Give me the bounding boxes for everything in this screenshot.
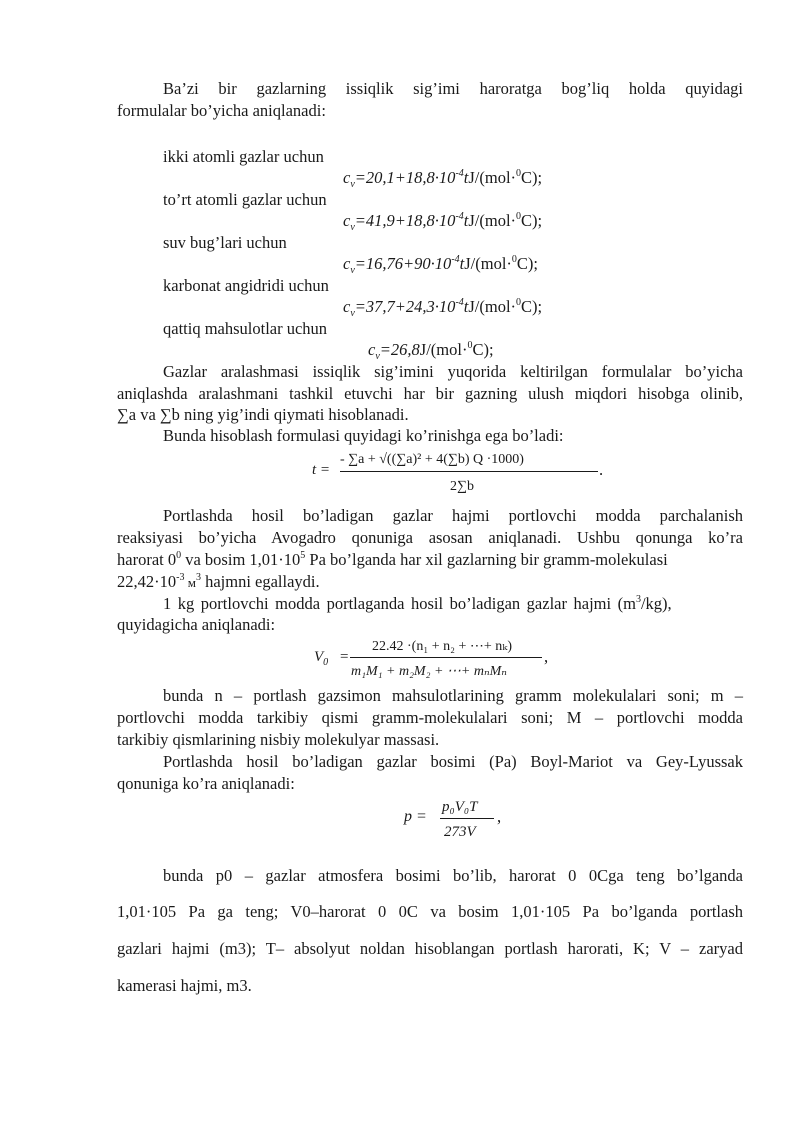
formula-label: to’rt atomli gazlar uchun [163,190,327,209]
formula-t: t = - ∑a + √((∑a)² + 4(∑b) Q ·1000) 2∑b . [312,449,612,499]
paragraph-line: bunda p0 – gazlar atmosfera bosimi bo’lib, harorat 0 0Cga teng bo’lganda [163,866,743,885]
formula-p: p = p₀V₀T 273V , [404,796,514,846]
formula-cv: $c_v=16,76+90\cdot 10^{-4}tJ/(mol\cdot^0C)$; [343,254,539,276]
paragraph-line: kamerasi hajmi, m3. [117,976,252,995]
formula-denominator: 273V [444,824,476,840]
formula-numerator: p₀V₀T [442,799,478,815]
fraction-bar [340,471,598,472]
paragraph-line: gazlari hajmi (m3); T– absolyut noldan hisoblangan portlash harorati, K; V – zaryad [117,939,743,958]
paragraph-line: formulalar bo’yicha aniqlanadi: [117,101,326,120]
paragraph-line: portlovchi modda tarkibiy qismi gramm-molekulalari soni; M – portlovchi modda [117,708,743,727]
fraction-bar [350,657,542,658]
paragraph-line: 1,01·105 Pa ga teng; V0–harorat 0 0C va bosim 1,01·105 Pa bo’lganda portlash [117,902,743,921]
paragraph-line: quyidagicha aniqlanadi: [117,615,276,634]
paragraph-line: harorat $0^0$ va bosim $1,01\cdot 10^5$ Pa bo’lganda har xil gazlarning bir gramm-molekulasi [117,550,668,569]
paragraph-line: ∑a va ∑b ning yig’indi qiymati hisoblanadi. [117,405,409,424]
formula-cv: $c_v=20,1+18,8\cdot 10^{-4}tJ/(mol\cdot^0C)$; [343,168,543,190]
formula-denominator: m₁M₁ + m₂M₂ + ⋯+ mₙMₙ [351,664,507,679]
paragraph-line: $22,42\cdot 10^{-3}$ $м^3$ hajmni egallaydi. [117,572,320,591]
paragraph-line: Portlashda hosil bo’ladigan gazlar bosimi (Pa) Boyl-Mariot va Gey-Lyussak [163,752,743,771]
formula-denominator: 2∑b [450,479,474,494]
formula-numerator: - ∑a + √((∑a)² + 4(∑b) Q ·1000) [340,452,524,467]
paragraph-line: qonuniga ko’ra aniqlanadi: [117,774,295,793]
paragraph-line: bunda n – portlash gazsimon mahsulotlarining gramm molekulalari soni; m – [163,686,743,705]
formula-cv: $c_v=26,8J/(mol\cdot^0C)$; [368,340,494,362]
formula-cv: $c_v=41,9+18,8\cdot 10^{-4}tJ/(mol\cdot^0C)$; [343,211,543,233]
paragraph-line: Portlashda hosil bo’ladigan gazlar hajmi portlovchi modda parchalanish [163,506,743,525]
formula-label: ikki atomli gazlar uchun [163,147,324,166]
paragraph-line: Bunda hisoblash formulasi quyidagi ko’rinishga ega bo’ladi: [163,426,564,445]
formula-label: suv bug’lari uchun [163,233,287,252]
formula-v0: $V_0$ = 22.42 ·(n₁ + n₂ + ⋯+ nₖ) m₁M₁ + m₂M₂ + ⋯+ mₙMₙ , [314,636,554,686]
paragraph-line: reaksiyasi bo’yicha Avogadro qonuniga asosan aniqlanadi. Ushbu qonunga ko’ra [117,528,743,547]
paragraph-line: aniqlashda aralashmani tashkil etuvchi har bir gazning ulush miqdori hisobga olinib, [117,384,743,403]
formula-numerator: 22.42 ·(n₁ + n₂ + ⋯+ nₖ) [372,639,513,654]
paragraph-line: tarkibiy qismlarining nisbiy molekulyar massasi. [117,730,440,749]
paragraph-line: Ba’zi bir gazlarning issiqlik sig’imi haroratga bog’liq holda quyidagi [163,79,743,98]
fraction-bar [440,818,494,819]
formula-label: karbonat angidridi uchun [163,276,329,295]
formula-cv: $c_v=37,7+24,3\cdot 10^{-4}tJ/(mol\cdot^0C)$; [343,297,543,319]
paragraph-line: 1 kg portlovchi modda portlaganda hosil bo’ladigan gazlar hajmi $(m^3/kg)$, [163,594,672,613]
formula-label: qattiq mahsulotlar uchun [163,319,328,338]
paragraph-line: Gazlar aralashmasi issiqlik sig’imini yuqorida keltirilgan formulalar bo’yicha [163,362,743,381]
